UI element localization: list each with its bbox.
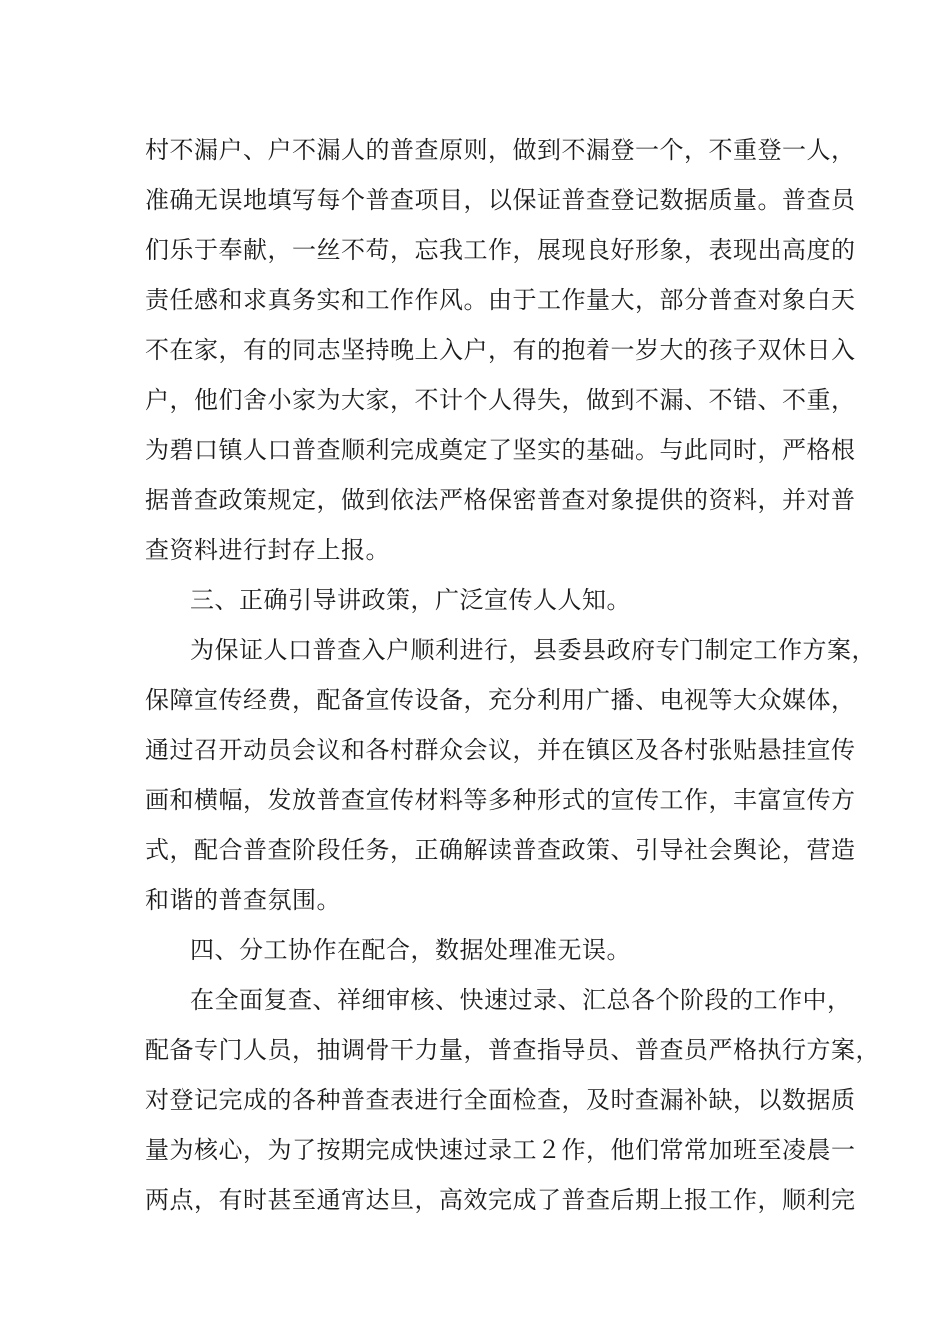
- section-heading: 三、正确引导讲政策，广泛宣传人人知。: [190, 586, 631, 614]
- text-line: 式，配合普查阶段任务，正确解读普查政策、引导社会舆论，营造: [145, 836, 856, 864]
- text-line: 画和横幅，发放普查宣传材料等多种形式的宣传工作，丰富宣传方: [145, 786, 856, 814]
- text-line: 据普查政策规定，做到依法严格保密普查对象提供的资料，并对普: [145, 486, 856, 514]
- text-line: 户，他们舍小家为大家，不计个人得失，做到不漏、不错、不重，: [145, 386, 856, 414]
- text-line: 村不漏户、户不漏人的普查原则，做到不漏登一个，不重登一人，: [145, 136, 856, 164]
- text-line: 责任感和求真务实和工作作风。由于工作量大，部分普查对象白天: [145, 286, 856, 314]
- text-line: 在全面复查、祥细审核、快速过录、汇总各个阶段的工作中，: [190, 986, 852, 1014]
- text-line: 和谐的普查氛围。: [145, 886, 341, 914]
- text-line: 对登记完成的各种普查表进行全面检查，及时查漏补缺，以数据质: [145, 1086, 856, 1114]
- text-line: 两点，有时甚至通宵达旦，高效完成了普查后期上报工作，顺利完: [145, 1186, 856, 1214]
- text-line: 为保证人口普查入户顺利进行，县委县政府专门制定工作方案，: [190, 636, 876, 664]
- text-line: 配备专门人员，抽调骨干力量，普查指导员、普查员严格执行方案，: [145, 1036, 880, 1064]
- text-line: 通过召开动员会议和各村群众会议，并在镇区及各村张贴悬挂宣传: [145, 736, 856, 764]
- text-line: 准确无误地填写每个普查项目，以保证普查登记数据质量。普查员: [145, 186, 856, 214]
- text-line: 保障宣传经费，配备宣传设备，充分利用广播、电视等大众媒体，: [145, 686, 856, 714]
- section-heading: 四、分工协作在配合，数据处理准无误。: [190, 936, 631, 964]
- text-line: 不在家，有的同志坚持晚上入户，有的抱着一岁大的孩子双休日入: [145, 336, 856, 364]
- text-line: 为碧口镇人口普查顺利完成奠定了坚实的基础。与此同时，严格根: [145, 436, 856, 464]
- text-line: 量为核心，为了按期完成快速过录工２作，他们常常加班至凌晨一: [145, 1136, 856, 1164]
- text-line: 查资料进行封存上报。: [145, 536, 390, 564]
- text-line: 们乐于奉献，一丝不苟，忘我工作，展现良好形象，表现出高度的: [145, 236, 856, 264]
